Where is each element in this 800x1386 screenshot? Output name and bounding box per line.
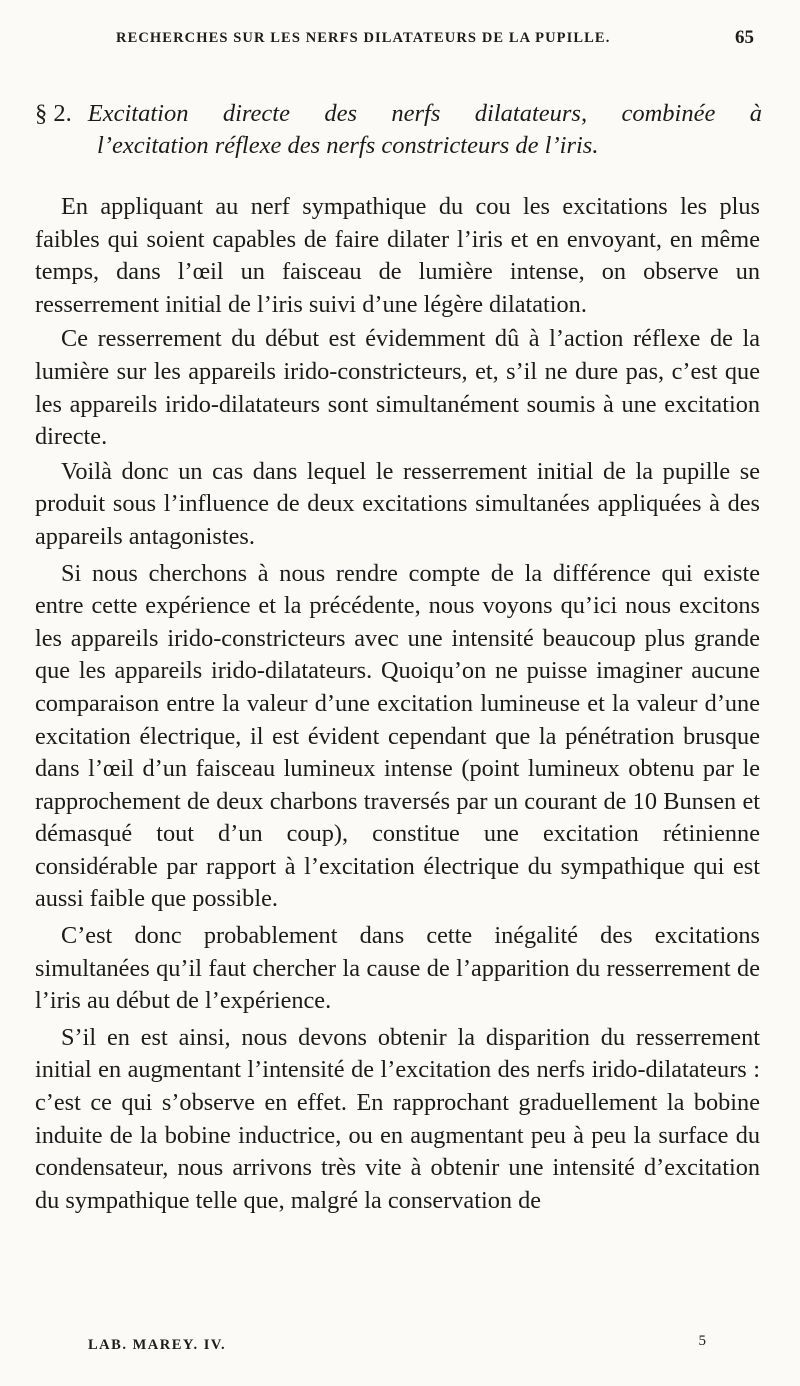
section-heading: [35, 98, 762, 162]
page-number: 65: [735, 27, 754, 48]
section-title-line2: l’excitation réflexe des nerfs constricteurs de l’iris.: [97, 132, 599, 159]
running-header: [116, 27, 754, 48]
paragraph: En appliquant au nerf sympathique du cou les excitations les plus faibles qui soient capables de faire dilater l’iris et en envoyant, en même temps, dans l’œil un faisceau de lumière intense, on observe un resserrement initial de l’iris suivi d’une légère dilatation.: [35, 193, 760, 318]
page-footer: [88, 1333, 706, 1354]
paragraph: Ce resserrement du début est évidemment dû à l’action réflexe de la lumière sur les appareils irido-constricteurs, et, s’il ne dure pas, c’est que les appareils irido-dilatateurs sont simultanément soumis à une excitation directe.: [35, 325, 760, 451]
paragraph: C’est donc probablement dans cette inégalité des excitations simultanées qu’il faut chercher la cause de l’apparition du resserrement de l’iris au début de l’expérience.: [35, 922, 760, 1015]
section-number: § 2.: [35, 100, 72, 127]
section-title-line1: Excitation directe des nerfs dilatateurs, combinée à: [87, 100, 762, 127]
paragraph: Si nous cherchons à nous rendre compte de la différence qui existe entre cette expérience et la précédente, nous voyons qu’ici nous excitons les appareils irido-constricteurs avec une intensité beaucoup plus grande que les appareils irido-dilatateurs. Quoiqu’on ne puisse imaginer aucune comparaison entre la valeur d’une excitation lumineuse et la valeur d’une excitation électrique, il est évident cependant que la pénétration brusque dans l’œil d’un faisceau lumineux intense (point lumineux obtenu par le rapprochement de deux charbons traversés par un courant de 10 Bunsen et démasqué tout d’un coup), constitue une excitation rétinienne considérable par rapport à l’excitation électrique du sympathique qui est aussi faible que possible.: [35, 559, 760, 913]
paragraph: S’il en est ainsi, nous devons obtenir la disparition du resserrement initial en augmentant l’intensité de l’excitation des nerfs irido-dilatateurs : c’est ce qui s’observe en effet. En rapprochant graduellement la bobine induite de la bobine inductrice, ou en augmentant peu à peu la surface du condensateur, nous arrivons très vite à obtenir une intensité d’excitation du sympathique telle que, malgré la conservation de: [35, 1023, 760, 1214]
footer-label: LAB. MAREY. IV.: [88, 1337, 227, 1353]
body-text: [35, 191, 760, 1219]
signature-mark: 5: [698, 1333, 706, 1349]
paragraph: Voilà donc un cas dans lequel le resserrement initial de la pupille se produit sous l’influence de deux excitations simultanées appliquées à des appareils antagonistes.: [35, 457, 760, 550]
running-title: RECHERCHES SUR LES NERFS DILATATEURS DE LA PUPILLE.: [116, 30, 611, 46]
